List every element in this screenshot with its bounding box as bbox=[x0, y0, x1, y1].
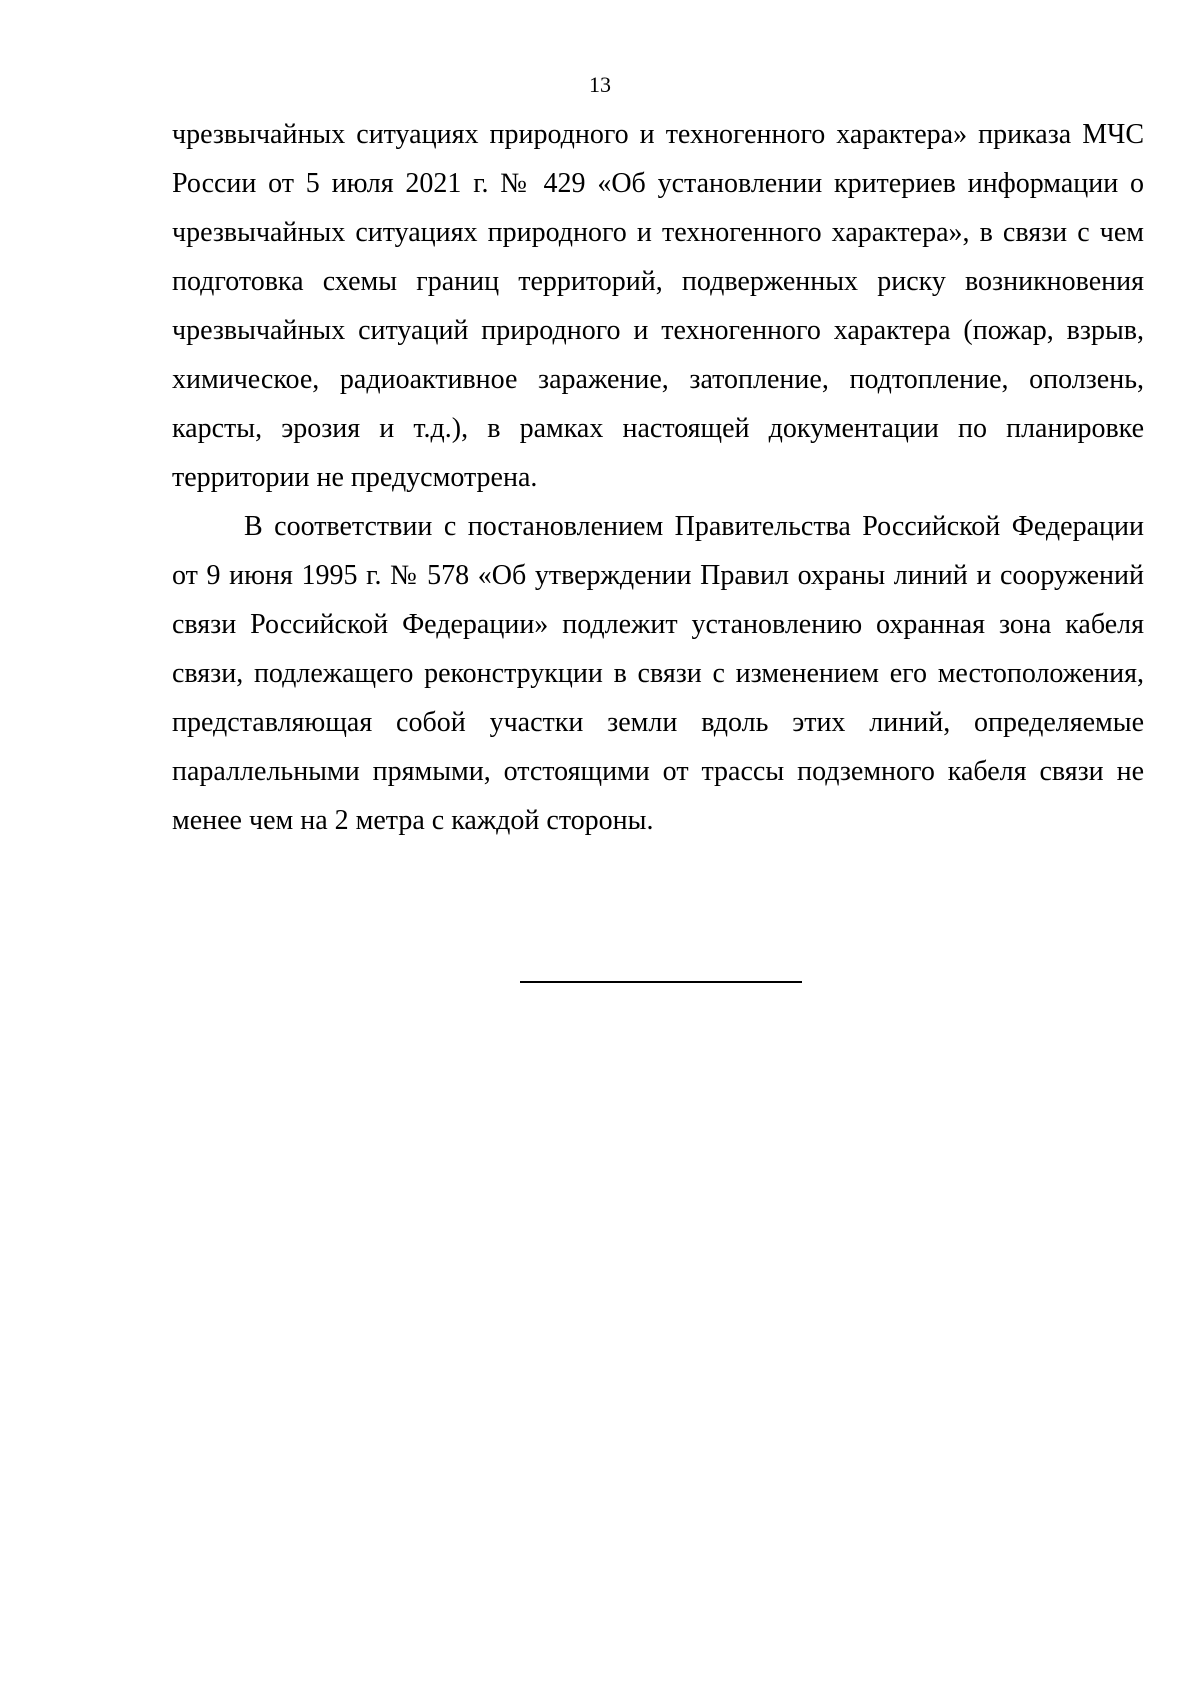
document-body bbox=[172, 110, 1144, 845]
closing-rule bbox=[520, 981, 802, 983]
paragraph-continuation: чрезвычайных ситуациях природного и техногенного характера» приказа МЧС России от 5 июля 2021 г. № 429 «Об установлении критериев информации о чрезвычайных ситуациях природного и техногенного характера», в связи с чем подготовка схемы границ территорий, подверженных риску возникновения чрезвычайных ситуаций природного и техногенного характера (пожар, взрыв, химическое, радиоактивное заражение, затопление, подтопление, оползень, карсты, эрозия и т.д.), в рамках настоящей документации по планировке территории не предусмотрена. bbox=[172, 119, 1144, 493]
paragraph-communication-zone: В соответствии с постановлением Правительства Российской Федерации от 9 июня 1995 г. № 578 «Об утверждении Правил охраны линий и сооружений связи Российской Федерации» подлежит установлению охранная зона кабеля связи, подлежащего реконструкции в связи с изменением его местоположения, представляющая собой участки земли вдоль этих линий, определяемые параллельными прямыми, отстоящими от трассы подземного кабеля связи не менее чем на 2 метра с каждой стороны. bbox=[172, 511, 1144, 836]
page-number: 13 bbox=[589, 72, 611, 97]
